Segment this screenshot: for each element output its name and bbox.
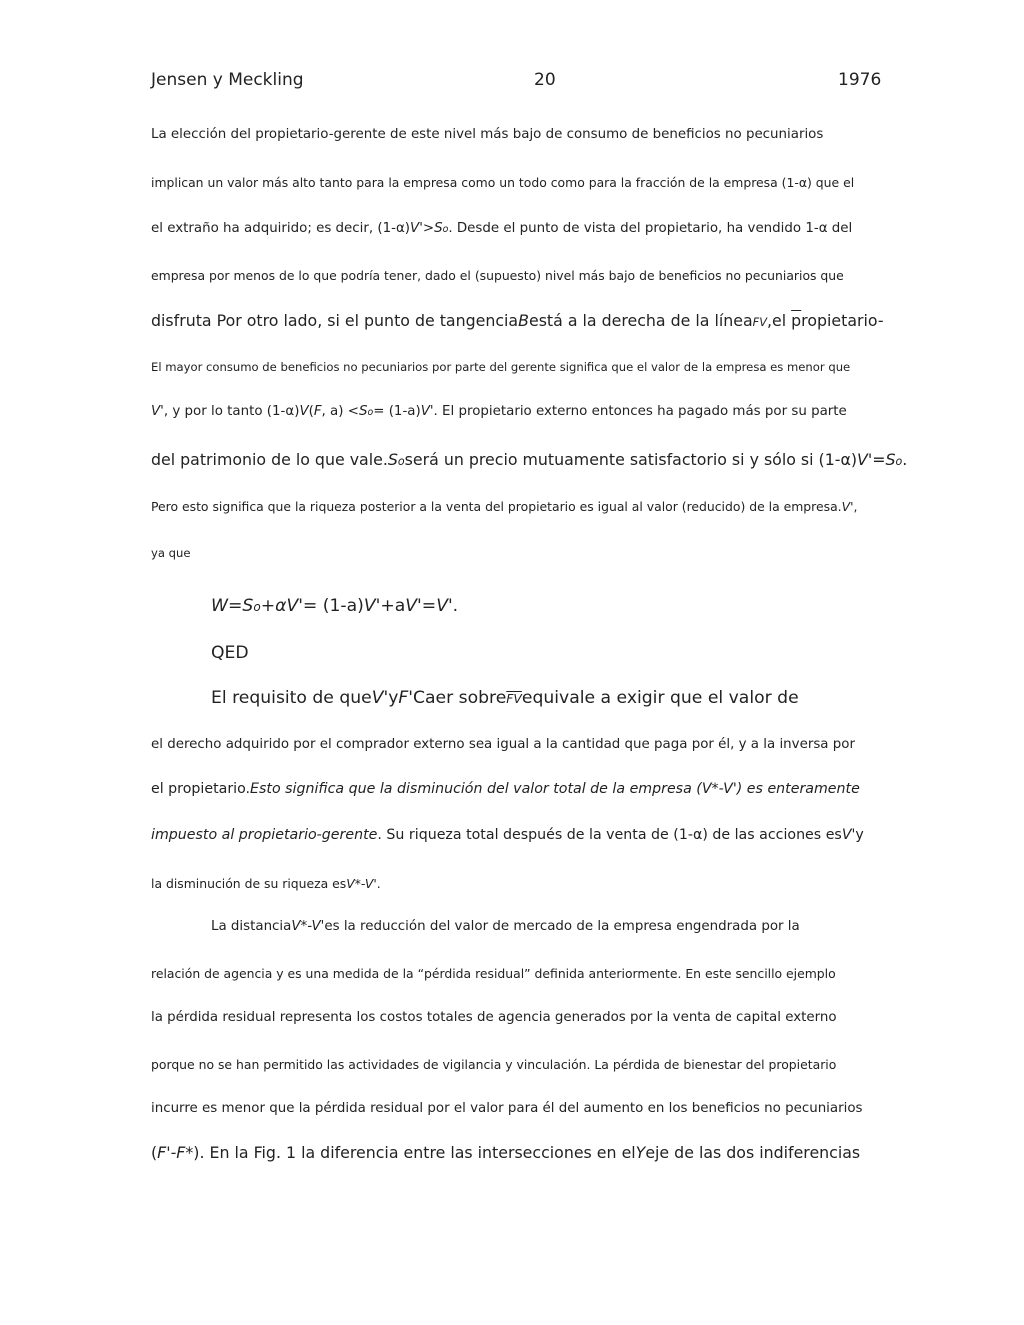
text-line: La distanciaV*-V'es la reducción del valor de mercado de la empresa engendrada por la	[211, 919, 800, 934]
text-line: el extraño ha adquirido; es decir, (1-α)V'>So. Desde el punto de vista del propietario, ha vendido 1-α del	[151, 221, 853, 236]
text-line: El requisito de queV'yF'Caer $sobre\overline{FV}equivale$ a exigir que el valor de	[211, 688, 799, 708]
text-line: del patrimonio de lo que vale.Soserá un precio mutuamente satisfactorio si y sólo si (1-α)V'=So.	[151, 450, 908, 469]
equation: W=So+αV'= (1-a)V'+aV'=V'.	[211, 596, 459, 616]
text-line: V', y por lo tanto (1-α)V(F, a) <So= (1-a)V'. El propietario externo entonces ha pagado más por su parte	[151, 404, 847, 419]
text-line: disfruta Por otro lado, si el punto de tangenciaBestá a la derecha de la líneaFV,el $\overline{p}ropietario-$	[151, 311, 884, 330]
header-authors: Jensen y Meckling	[151, 70, 304, 90]
qed-label: QED	[211, 643, 249, 663]
text-line: impuesto al propietario-gerente. Su riqueza total después de la venta de (1-α) de las acciones esV'y	[151, 827, 864, 843]
text-line: la pérdida residual representa los costos totales de agencia generados por la venta de capital externo	[151, 1010, 837, 1025]
text-line: la disminución de su riqueza esV*-V'.	[151, 876, 381, 891]
text-line: Pero esto significa que la riqueza posterior a la venta del propietario es igual al valor (reducido) de la empresa.V',	[151, 499, 858, 514]
text-line: empresa por menos de lo que podría tener, dado el (supuesto) nivel más bajo de beneficios no pecuniarios que	[151, 268, 844, 283]
text-line: el derecho adquirido por el comprador externo sea igual a la cantidad que paga por él, y a la inversa por	[151, 737, 855, 752]
page-number: 20	[534, 70, 556, 90]
text-line: implican un valor más alto tanto para la empresa como un todo como para la fracción de la empresa (1-α) que el	[151, 175, 855, 190]
text-line: incurre es menor que la pérdida residual por el valor para él del aumento en los beneficios no pecuniarios	[151, 1101, 863, 1116]
text-line: (F'-F*). En la Fig. 1 la diferencia entre las intersecciones en elYeje de las dos indiferencias	[151, 1143, 861, 1162]
text-line: El mayor consumo de beneficios no pecuniarios por parte del gerente significa que el valor de la empresa es menor que	[151, 360, 851, 374]
text-line: porque no se han permitido las actividades de vigilancia y vinculación. La pérdida de bienestar del propietario	[151, 1057, 837, 1072]
text-line: relación de agencia y es una medida de la “pérdida residual” definida anteriormente. En este sencillo ejemplo	[151, 966, 836, 981]
text-line: La elección del propietario-gerente de este nivel más bajo de consumo de beneficios no pecuniarios	[151, 127, 824, 142]
header-year: 1976	[838, 70, 882, 90]
text-line: el propietario.Esto significa que la disminución del valor total de la empresa (V*-V') es enteramente	[151, 781, 860, 797]
text-line: ya que	[151, 546, 191, 560]
